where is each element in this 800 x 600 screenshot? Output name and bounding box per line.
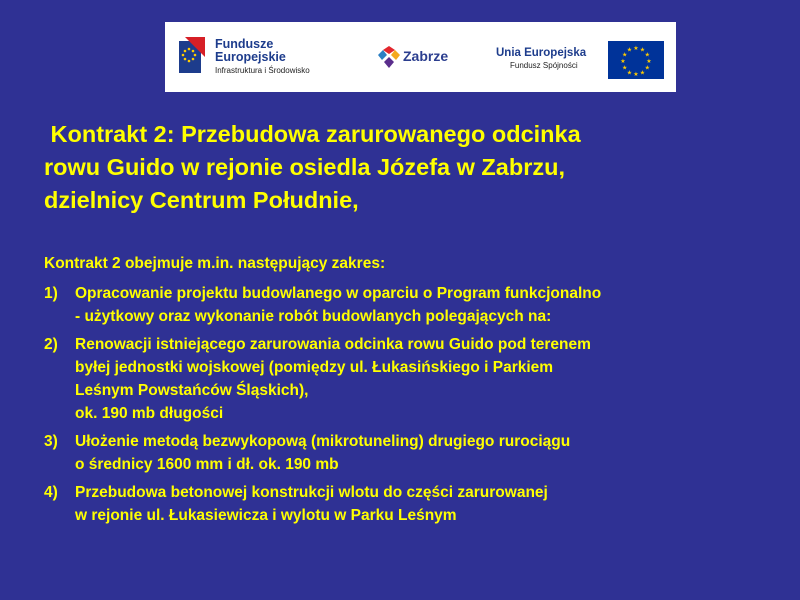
svg-text:★: ★ — [626, 69, 633, 77]
item-line: byłej jednostki wojskowej (pomiędzy ul. Łukasińskiego i Parkiem — [75, 359, 554, 376]
item-line: Leśnym Powstańców Śląskich), — [75, 382, 309, 399]
item-number: 4) — [44, 484, 58, 501]
eu-flag-icon — [608, 41, 664, 79]
item-line: w rejonie ul. Łukasiewicza i wylotu w Parku Leśnym — [75, 507, 457, 524]
svg-text:★: ★ — [644, 64, 650, 72]
heading-line: Kontrakt 2: Przebudowa zarurowanego odcinka — [44, 121, 581, 147]
item-line: Opracowanie projektu budowlanego w oparciu o Program funkcjonalno — [75, 285, 602, 302]
item-line: Renowacji istniejącego zarurowania odcinka rowu Guido pod terenem — [75, 336, 591, 353]
fundusze-subtitle: Infrastruktura i Środowisko — [215, 66, 310, 75]
zabrze-text: Zabrze — [403, 48, 449, 64]
item-line: Przebudowa betonowej konstrukcji wlotu do części zarurowanej — [75, 484, 548, 501]
svg-text:★: ★ — [646, 58, 652, 65]
svg-text:★: ★ — [633, 45, 639, 52]
svg-text:★: ★ — [644, 51, 650, 59]
svg-text:★: ★ — [622, 64, 628, 72]
svg-text:★: ★ — [639, 69, 646, 77]
fundusze-europejskie-logo-icon — [177, 35, 209, 75]
logo-banner — [165, 22, 676, 92]
unia-subtitle: Fundusz Spójności — [510, 61, 578, 70]
svg-text:★: ★ — [626, 46, 633, 54]
zabrze-emblem-icon — [377, 45, 401, 69]
scope-list-item — [44, 282, 784, 328]
scope-list — [44, 282, 784, 532]
svg-text:★: ★ — [633, 71, 639, 78]
heading-line: dzielnicy Centrum Południe, — [44, 187, 359, 213]
unia-title: Unia Europejska — [496, 47, 587, 59]
unia-europejska-text — [496, 47, 601, 70]
fundusze-title-line2: Europejskie — [215, 50, 286, 64]
heading-line: rowu Guido w rejonie osiedla Józefa w Zabrzu, — [44, 154, 565, 180]
svg-text:★: ★ — [622, 51, 628, 59]
scope-list-item — [44, 481, 784, 527]
item-number: 1) — [44, 285, 58, 302]
slide-heading — [44, 118, 764, 217]
svg-text:★: ★ — [639, 46, 646, 54]
item-line: o średnicy 1600 mm i dł. ok. 190 mb — [75, 456, 339, 473]
fundusze-title-line1: Fundusze — [215, 37, 274, 51]
scope-intro: Kontrakt 2 obejmuje m.in. następujący zakres: — [44, 255, 386, 272]
item-line: - użytkowy oraz wykonanie robót budowlanych polegających na: — [75, 308, 552, 325]
fundusze-europejskie-text — [215, 38, 310, 76]
scope-list-item — [44, 430, 784, 476]
item-line: Ułożenie metodą bezwykopową (mikrotuneling) drugiego rurociągu — [75, 433, 571, 450]
item-number: 3) — [44, 433, 58, 450]
item-number: 2) — [44, 336, 58, 353]
svg-text:★: ★ — [620, 58, 626, 65]
item-line: ok. 190 mb długości — [75, 405, 224, 422]
scope-list-item — [44, 333, 784, 425]
